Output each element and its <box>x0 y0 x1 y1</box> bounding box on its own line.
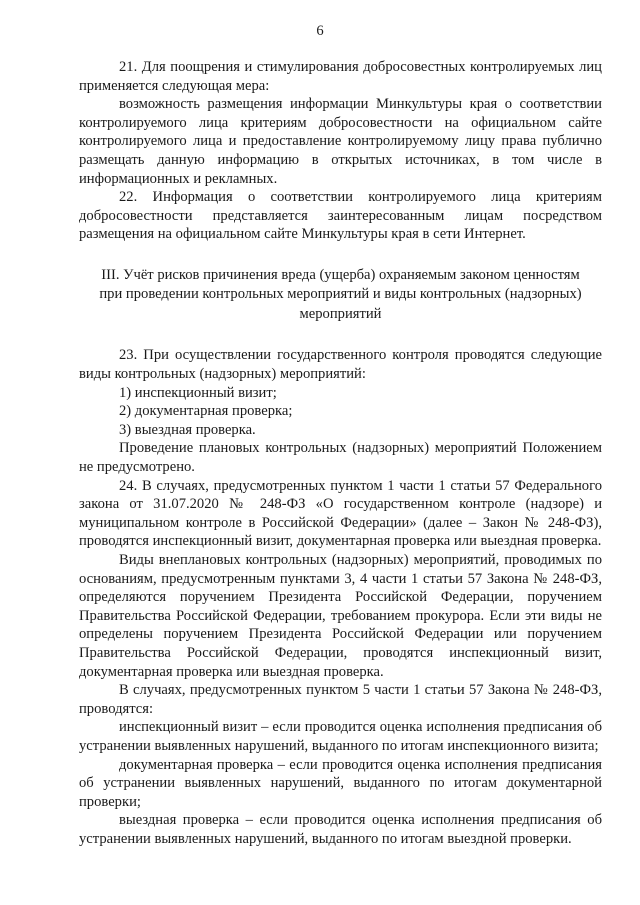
paragraph-point-5-cases: В случаях, предусмотренных пунктом 5 части 1 статьи 57 Закона № 248-ФЗ, проводятся: <box>79 682 602 717</box>
list-item-inspection-visit: 1) инспекционный визит; <box>119 384 277 401</box>
paragraph-case-document-check: документарная проверка – если проводится оценка исполнения предписания об устранении выявленных нарушений, выданного по итогам документарной проверки; <box>79 756 602 810</box>
document-body <box>79 58 602 848</box>
paragraph-case-inspection-visit: инспекционный визит – если проводится оценка исполнения предписания об устранении выявленных нарушений, выданного по итогам инспекционного визита; <box>79 719 602 754</box>
list-item-document-check: 2) документарная проверка; <box>119 403 293 420</box>
paragraph-21: 21. Для поощрения и стимулирования добросовестных контролируемых лиц применяется следующая мера: <box>79 59 602 94</box>
paragraph-23: 23. При осуществлении государственного контроля проводятся следующие виды контрольных (надзорных) мероприятий: <box>79 347 602 383</box>
paragraph-22: 22. Информация о соответствии контролируемого лица критериям добросовестности представляется заинтересованным лицам посредством размещения на официальном сайте Минкультуры края в сети Интернет. <box>79 189 602 243</box>
page-number: 6 <box>316 23 324 39</box>
section-heading-iii: III. Учёт рисков причинения вреда (ущерба) охраняемым законом ценностям при проведении контрольных мероприятий и виды контрольных (надзорных) мероприятий <box>99 266 582 322</box>
paragraph-case-field-check: выездная проверка – если проводится оценка исполнения предписания об устранении выявленных нарушений, выданного по итогам выездной проверки. <box>79 812 602 847</box>
paragraph-24: 24. В случаях, предусмотренных пунктом 1 части 1 статьи 57 Федерального закона от 31.07.2020 № 248-ФЗ «О государственном контроле (надзоре) и муниципальном контроле в Российской Федерации» (далее – Закон № 248-ФЗ), проводятся инспекционный визит, документарная проверка или выездная проверка. <box>79 477 602 550</box>
paragraph-planned-measures: Проведение плановых контрольных (надзорных) мероприятий Положением не предусмотрено. <box>79 440 602 475</box>
list-item-field-check: 3) выездная проверка. <box>119 421 256 438</box>
paragraph-21-measure: возможность размещения информации Минкультуры края о соответствии контролируемого лица критериям добросовестности на официальном сайте контролируемого лица и предоставление контролируемому лицу права публично размещать данную информацию в открытых источниках, в том числе в информационных и рекламных. <box>79 96 602 187</box>
paragraph-unplanned-measures: Виды внеплановых контрольных (надзорных) мероприятий, проводимых по основаниям, предусмотренным пунктами 3, 4 части 1 статьи 57 Закона № 248-ФЗ, определяются поручением Президента Российской Федерации, поручением Правительства Российской Федерации, требованием прокурора. Если эти виды не определены поручением Президента Российской Федерации или поручением Правительства Российской Федерации, проводятся инспекционный визит, документарная проверка или выездная проверка. <box>79 551 602 680</box>
